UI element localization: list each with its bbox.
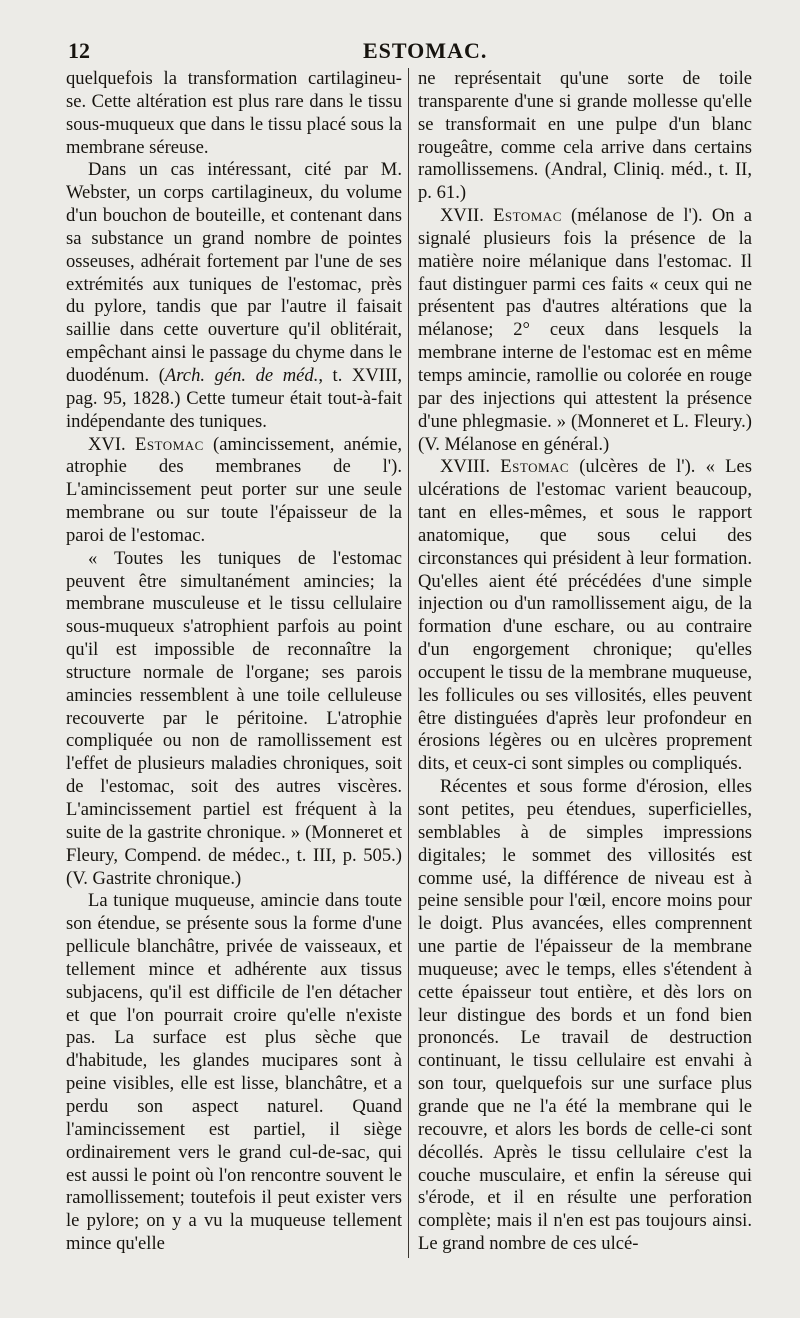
paragraph: quelquefois la transformation cartilagineu-se. Cette altération est plus rare dans le tissu sous-muqueux que dans le tissu placé sous la membrane séreuse. [66,68,402,158]
section-number: XVIII. [440,456,491,478]
paragraph: Récentes et sous forme d'érosion, elles sont petites, peu étendues, superficielles, semblables à de simples impressions digitales; le sommet des villosités est comme usé, la différence de niveau est à peine sensible pour l'œil, encore moins pour le doigt. Plus avancées, elles comprennent une partie de l'épaisseur de la membrane muqueuse; avec le temps, elles s'étendent à cette épaisseur tout entière, et dès lors on leur distingue des bords et un fond bien prononcés. Le travail de destruction continuant, le tissu cellulaire est envahi à son tour, quelquefois sur une surface plus grande que ne l'a été la membrane qui le recouvre, et alors les bords de celle-ci sont décollés. Après le tissu cellulaire c'est la couche musculaire, et enfin la séreuse qui s'érode, et il en résulte une perforation complète; mais il n'en est pas toujours ainsi. Le grand nombre de ces ulcé- [418,776,752,1255]
right-column [418,68,752,1256]
section-number: XVI. [88,433,126,455]
section-heading-paragraph [418,205,752,456]
page-number: 12 [68,38,90,63]
section-keyword: Estomac [134,433,204,455]
paragraph: ne représentait qu'une sorte de toile transparente d'une si grande mollesse qu'elle se transformait en une pulpe d'un blanc rougeâtre, comme cela arrive dans certains ramollissemens. (Andral, Cliniq. méd., t. II, p. 61.) [418,68,752,204]
section-keyword: Estomac [500,456,570,478]
column-divider [408,68,409,1258]
running-title: ESTOMAC. [363,38,488,63]
section-text: (mélanose de l'). On a signalé plusieurs fois la présence de la matière noire mélanique dans l'estomac. Il faut distinguer parmi ces faits « ceux qui ne présentent pas d'autres altérations que la mélanose; 2° ceux dans lesquels la membrane interne de l'estomac est en même temps amincie, ramollie ou colorée en rouge par des injections qui attestent la présence d'une phlegmasie. » (Monneret et L. Fleury.) (V. Mélanose en général.) [418,205,752,455]
section-heading-paragraph [66,434,402,548]
section-text: (amincissement, anémie, atrophie des membranes de l'). L'amincissement peut porter sur une seule membrane ou sur toute l'épaisseur de la paroi de l'estomac. [66,433,402,546]
section-heading-paragraph [418,456,752,776]
paragraph: « Toutes les tuniques de l'estomac peuvent être simultanément amincies; la membrane musculeuse et le tissu cellulaire sous-muqueux s'atrophient parfois au point qu'il est impossible de reconnaître la structure normale de l'organe; ses parois amincies ressemblent à une toile celluleuse recouverte par le péritoine. L'atrophie compliquée ou non de ramollissement est l'effet de plusieurs maladies chroniques, soit de l'estomac, soit des autres viscères. L'amincissement partiel est fréquent à la suite de la gastrite chronique. » (Monneret et Fleury, Compend. de médec., t. III, p. 505.) (V. Gastrite chronique.) [66,547,402,889]
left-column [66,68,402,1256]
citation-text: , t. XVIII, pag. 95, 1828.) Cette tumeur était tout-à-fait indépendante des tuniques. [66,364,402,432]
running-header [68,38,750,66]
section-number: XVII. [440,205,484,227]
section-text: (ulcères de l'). « Les ulcérations de l'estomac varient beaucoup, tant en elles-mêmes, et sous le rapport anatomique, que sous celui des circonstances qui président à leur formation. Qu'elles aient été précédées d'une simple injection ou d'un ramollissement aigu, de la formation d'une eschare, ou au contraire d'un engorgement chronique; qu'elles occupent le tissu de la membrane muqueuse, les follicules ou ses villosités, elles peuvent être distinguées d'après leur profondeur en érosions légères ou en ulcères proprement dits, et ceux-ci sont simples ou compliqués. [418,456,752,775]
paragraph-text: Dans un cas intéressant, cité par M. Webster, un corps cartilagineux, du volume d'un bouchon de bouteille, et contenant dans sa substance un grand nombre de pointes osseuses, adhérait fortement par l'une de ses extrémités aux tuniques de l'estomac, près du pylore, tandis que par l'autre il faisait saillie dans cette ouverture qu'il oblitérait, empêchant ainsi le passage du chyme dans le duodénum. [66,159,402,386]
citation-title: Arch. gén. de méd. [164,364,319,386]
section-keyword: Estomac [493,205,562,227]
paragraph: La tunique muqueuse, amincie dans toute son étendue, se présente sous la forme d'une pellicule blanchâtre, privée de vaisseaux, et tellement mince et adhérente aux tissus subjacens, qu'il est difficile de l'en détacher et que l'on pourrait croire qu'elle n'existe pas. La surface est plus sèche que d'habitude, les glandes mucipares sont à peine visibles, elle est lisse, blanchâtre, et a perdu son aspect naturel. Quand l'amincissement est partiel, il siège ordinairement vers le grand cul-de-sac, qui est aussi le point où l'on rencontre souvent le ramollissement; toutefois il peut exister vers le pylore; on y a vu la muqueuse tellement mince qu'elle [66,890,402,1255]
paragraph: Dans un cas intéressant, cité par M. Webster, un corps cartilagineux, du volume d'un bouchon de bouteille, et contenant dans sa substance un grand nombre de pointes osseuses, adhérait fortement par l'une de ses extrémités aux tuniques de l'estomac, près du pylore, tandis que par l'autre il faisait saillie dans cette ouverture qu'il oblitérait, empêchant ainsi le passage du chyme dans le duodénum. (Arch. gén. de méd., t. XVIII, pag. 95, 1828.) Cette tumeur était tout-à-fait indépendante des tuniques. [66,159,402,432]
